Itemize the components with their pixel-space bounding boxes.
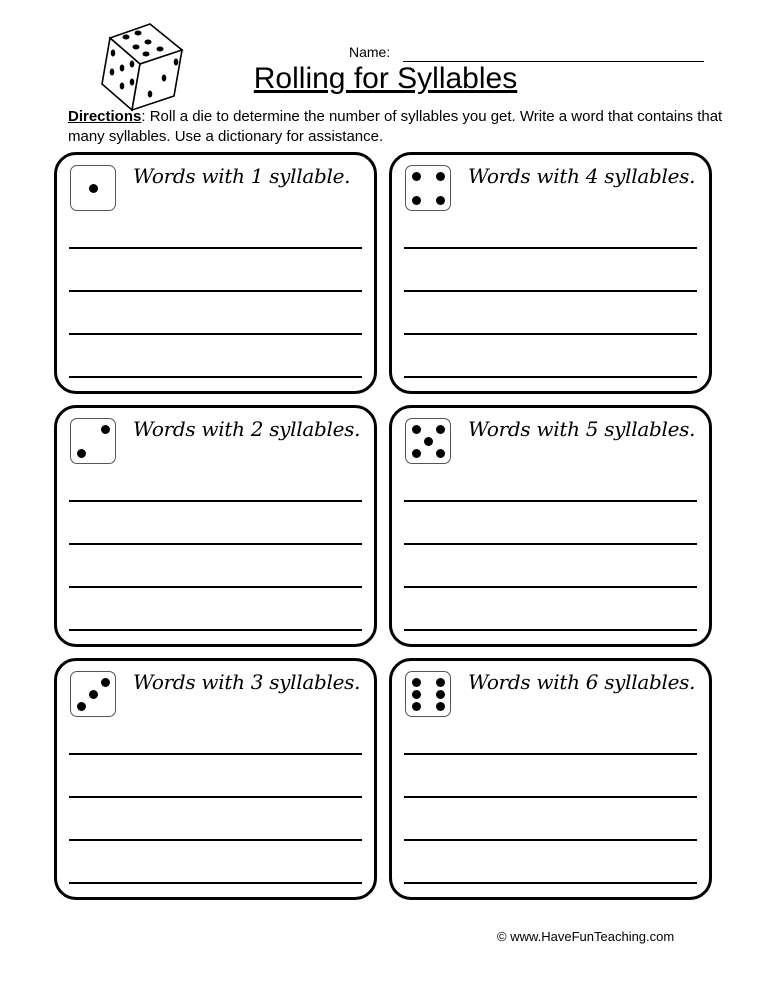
directions [68, 107, 738, 147]
box-label: Words with 1 syllable. [133, 164, 351, 188]
writing-line[interactable] [404, 629, 697, 631]
die-pip [412, 425, 421, 434]
die-pip [101, 678, 110, 687]
box-label: Words with 5 syllables. [468, 417, 696, 441]
box-label: Words with 2 syllables. [133, 417, 361, 441]
writing-line[interactable] [404, 500, 697, 502]
writing-line[interactable] [404, 753, 697, 755]
die-pip [412, 196, 421, 205]
writing-line[interactable] [404, 290, 697, 292]
writing-line[interactable] [69, 247, 362, 249]
die-pip [89, 184, 98, 193]
box-label: Words with 4 syllables. [468, 164, 696, 188]
writing-line[interactable] [69, 333, 362, 335]
box-label: Words with 6 syllables. [468, 670, 696, 694]
die-face-4-icon [405, 165, 451, 211]
writing-line[interactable] [404, 543, 697, 545]
directions-text: : Roll a die to determine the number of syllables you get. Write a word that contains that many syllables. Use a dictionary for assistance. [68, 108, 723, 145]
die-pip [89, 690, 98, 699]
syllable-box-1 [54, 152, 377, 394]
die-pip [424, 437, 433, 446]
syllable-box-2 [54, 405, 377, 647]
writing-line[interactable] [404, 796, 697, 798]
die-pip [436, 425, 445, 434]
die-face-6-icon [405, 671, 451, 717]
syllable-box-4 [389, 152, 712, 394]
die-pip [412, 449, 421, 458]
directions-label: Directions [68, 108, 142, 125]
die-face-1-icon [70, 165, 116, 211]
die-face-3-icon [70, 671, 116, 717]
box-label: Words with 3 syllables. [133, 670, 361, 694]
writing-line[interactable] [69, 543, 362, 545]
writing-line[interactable] [404, 333, 697, 335]
writing-line[interactable] [69, 290, 362, 292]
die-pip [436, 449, 445, 458]
writing-line[interactable] [69, 882, 362, 884]
name-label: Name: [349, 44, 391, 60]
writing-line[interactable] [404, 376, 697, 378]
writing-line[interactable] [69, 376, 362, 378]
writing-line[interactable] [404, 586, 697, 588]
writing-line[interactable] [404, 247, 697, 249]
syllable-box-6 [389, 658, 712, 900]
die-pip [412, 678, 421, 687]
syllable-box-3 [54, 658, 377, 900]
die-pip [436, 678, 445, 687]
page-title: Rolling for Syllables [253, 62, 518, 95]
writing-line[interactable] [69, 629, 362, 631]
die-pip [436, 690, 445, 699]
writing-line[interactable] [69, 753, 362, 755]
die-pip [77, 702, 86, 711]
writing-line[interactable] [404, 839, 697, 841]
die-face-5-icon [405, 418, 451, 464]
die-pip [101, 425, 110, 434]
syllable-box-5 [389, 405, 712, 647]
die-face-2-icon [70, 418, 116, 464]
writing-line[interactable] [69, 796, 362, 798]
footer-copyright: © www.HaveFunTeaching.com [497, 929, 675, 944]
writing-line[interactable] [69, 500, 362, 502]
die-pip [436, 172, 445, 181]
writing-line[interactable] [404, 882, 697, 884]
die-pip [77, 449, 86, 458]
writing-line[interactable] [69, 586, 362, 588]
die-pip [436, 196, 445, 205]
die-pip [436, 702, 445, 711]
die-pip [412, 702, 421, 711]
writing-line[interactable] [69, 839, 362, 841]
die-pip [412, 690, 421, 699]
die-pip [412, 172, 421, 181]
